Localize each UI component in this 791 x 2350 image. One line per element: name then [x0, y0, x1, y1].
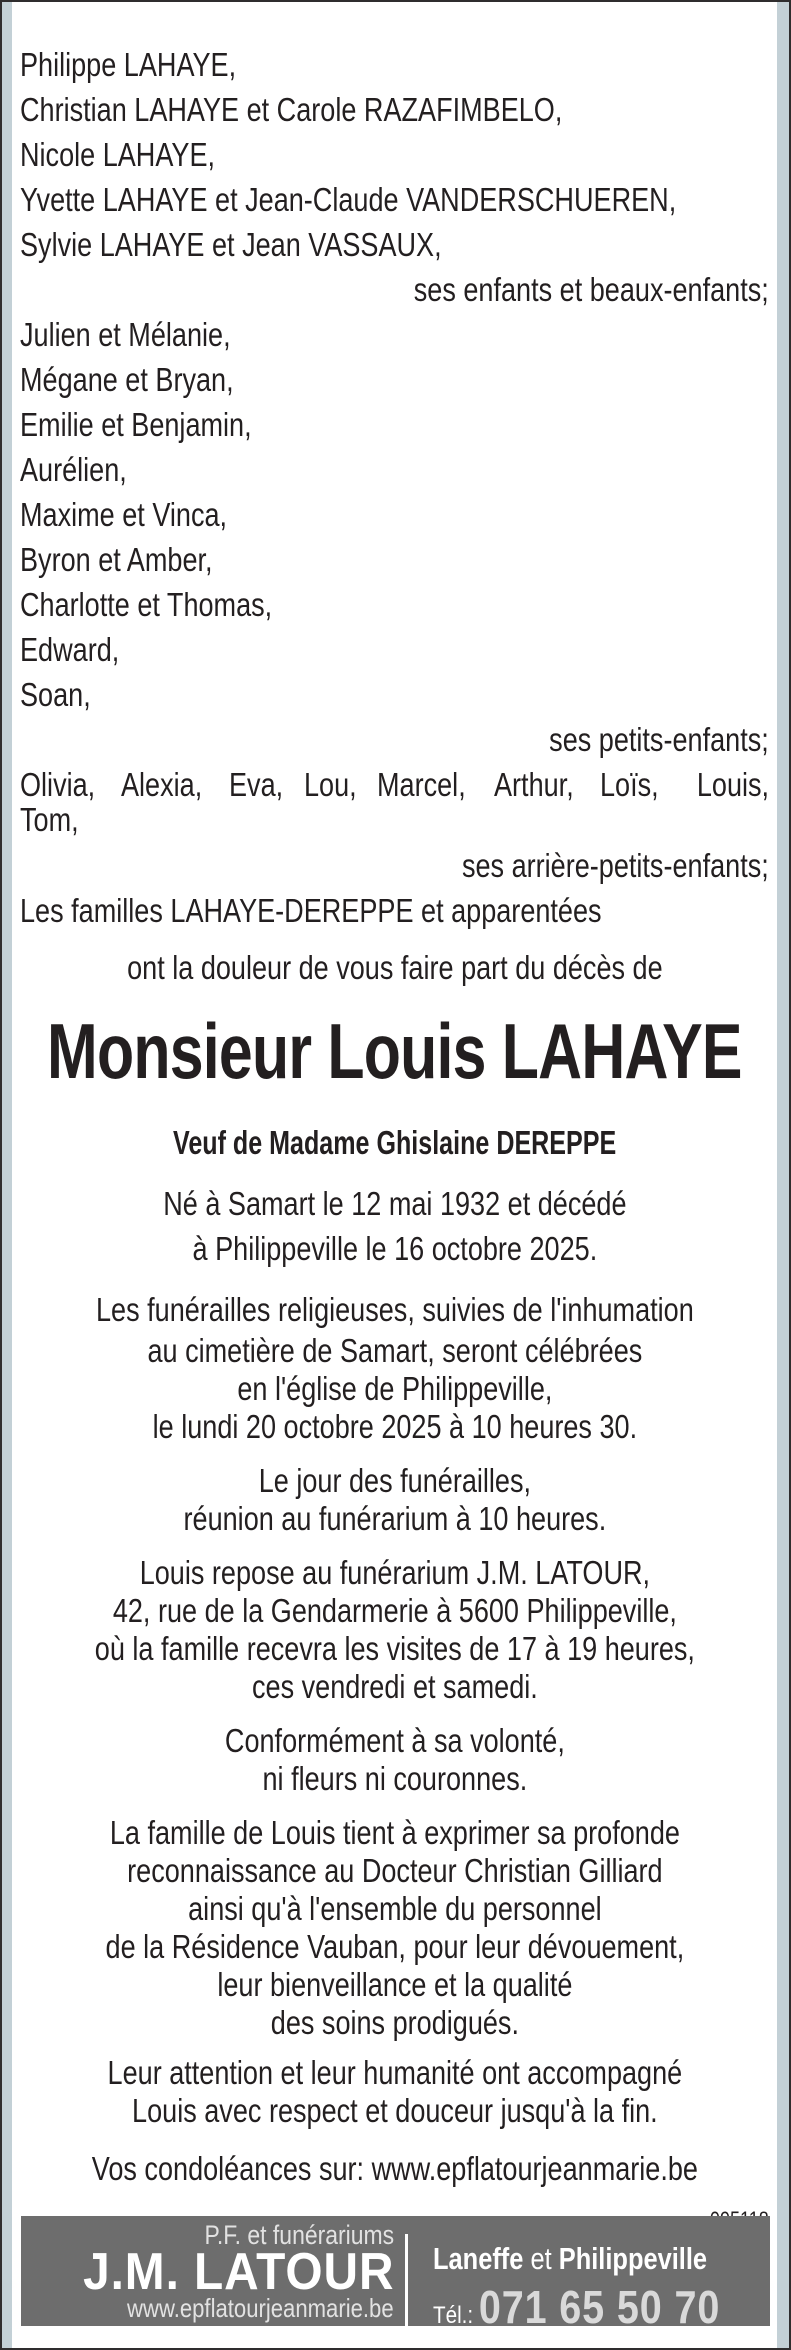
family-line: Philippe LAHAYE, — [20, 46, 237, 83]
obituary-content — [20, 2, 769, 2233]
family-line: Emilie et Benjamin, — [20, 406, 252, 443]
phone-number: 071 65 50 70 — [478, 2281, 721, 2333]
justified-row: Olivia, Alexia, Eva, Lou, Marcel, Arthur, Loïs, Louis, — [20, 766, 769, 803]
thanks-paragraph — [20, 1814, 769, 2042]
text-line: au cimetière de Samart, seront célébrées — [147, 1332, 642, 1369]
wishes-paragraph — [20, 1722, 769, 1798]
family-line: Maxime et Vinca, — [20, 496, 228, 533]
children-label: ses enfants et beaux-enfants; — [413, 271, 769, 308]
grandchildren-label: ses petits-enfants; — [549, 721, 769, 758]
great-grandchildren-label: ses arrière-petits-enfants; — [462, 847, 769, 884]
condolences-line: Vos condoléances sur: www.epflatourjeanmarie.be — [91, 2150, 698, 2187]
family-line: Julien et Mélanie, — [20, 316, 231, 353]
banner-phone — [433, 2280, 720, 2334]
family-line: Soan, — [20, 676, 91, 713]
text-line: en l'église de Philippeville, — [236, 1370, 553, 1407]
text-line: Leur attention et leur humanité ont accompagné — [107, 2054, 682, 2091]
attention-paragraph — [20, 2054, 769, 2130]
text-line: ces vendredi et samedi. — [251, 1668, 538, 1705]
obituary-paper — [12, 2, 777, 2348]
text-line: reconnaissance au Docteur Christian Gilliard — [126, 1852, 663, 1889]
text-line: Louis avec respect et douceur jusqu'à la fin. — [131, 2092, 658, 2129]
text-line: La famille de Louis tient à exprimer sa profonde — [109, 1814, 680, 1851]
grandchildren-list — [20, 312, 769, 762]
banner-contact-block — [433, 2216, 763, 2333]
text-line: de la Résidence Vauban, pour leur dévouement, — [105, 1928, 684, 1965]
text-line: réunion au funérarium à 10 heures. — [183, 1500, 606, 1537]
funeral-home-banner — [21, 2216, 770, 2333]
meeting-paragraph — [20, 1462, 769, 1538]
deceased-name: Monsieur Louis LAHAYE — [47, 1007, 742, 1095]
family-line: Sylvie LAHAYE et Jean VASSAUX, — [20, 226, 442, 263]
banner-brand: J.M. LATOUR — [82, 2243, 394, 2301]
text-line: des soins prodigués. — [270, 2004, 519, 2041]
banner-brand-block — [21, 2216, 394, 2326]
birth-death-paragraph — [20, 1181, 769, 1271]
family-line: Mégane et Bryan, — [20, 361, 234, 398]
banner-towns: Laneffe et Philippeville — [433, 2241, 708, 2276]
text-line: 42, rue de la Gendarmerie à 5600 Philippeville, — [112, 1592, 677, 1629]
text-line: où la famille recevra les visites de 17 à 19 heures, — [94, 1630, 695, 1667]
family-line: Nicole LAHAYE, — [20, 136, 216, 173]
family-line: Charlotte et Thomas, — [20, 586, 273, 623]
great-grandchildren-list — [20, 767, 769, 837]
family-line: Yvette LAHAYE et Jean-Claude VANDERSCHUEREN, — [20, 181, 677, 218]
family-line: Byron et Amber, — [20, 541, 213, 578]
announcement-intro: ont la douleur de vous faire part du décès de — [126, 949, 663, 986]
children-list — [20, 2, 769, 312]
condolences-paragraph — [20, 2146, 769, 2191]
widow-of: Veuf de Madame Ghislaine DEREPPE — [172, 1124, 617, 1161]
justified-row: Tom, — [20, 801, 79, 838]
text-line: à Philippeville le 16 octobre 2025. — [192, 1230, 597, 1267]
banner-divider — [405, 2234, 408, 2326]
text-line: ni fleurs ni couronnes. — [262, 1760, 527, 1797]
text-line: Né à Samart le 12 mai 1932 et décédé — [162, 1185, 627, 1222]
family-line: Edward, — [20, 631, 120, 668]
text-line: leur bienveillance et la qualité — [216, 1966, 573, 2003]
text-line: le lundi 20 octobre 2025 à 10 heures 30. — [152, 1408, 637, 1445]
banner-website: www.epflatourjeanmarie.be — [127, 2293, 394, 2323]
text-line: Conformément à sa volonté, — [224, 1722, 565, 1759]
text-line: Le jour des funérailles, — [258, 1462, 531, 1499]
families-line: Les familles LAHAYE-DEREPPE et apparentées — [20, 892, 602, 929]
family-line: Aurélien, — [20, 451, 127, 488]
banner-tagline: P.F. et funérariums — [204, 2220, 394, 2250]
text-line: ainsi qu'à l'ensemble du personnel — [187, 1890, 602, 1927]
rest-paragraph — [20, 1554, 769, 1706]
phone-label: Tél.: — [433, 2302, 479, 2329]
family-line: Christian LAHAYE et Carole RAZAFIMBELO, — [20, 91, 563, 128]
funeral-paragraph — [20, 1287, 769, 1446]
text-line: Les funérailles religieuses, suivies de l'inhumation — [95, 1291, 694, 1328]
text-line: Louis repose au funérarium J.M. LATOUR, — [139, 1554, 650, 1591]
